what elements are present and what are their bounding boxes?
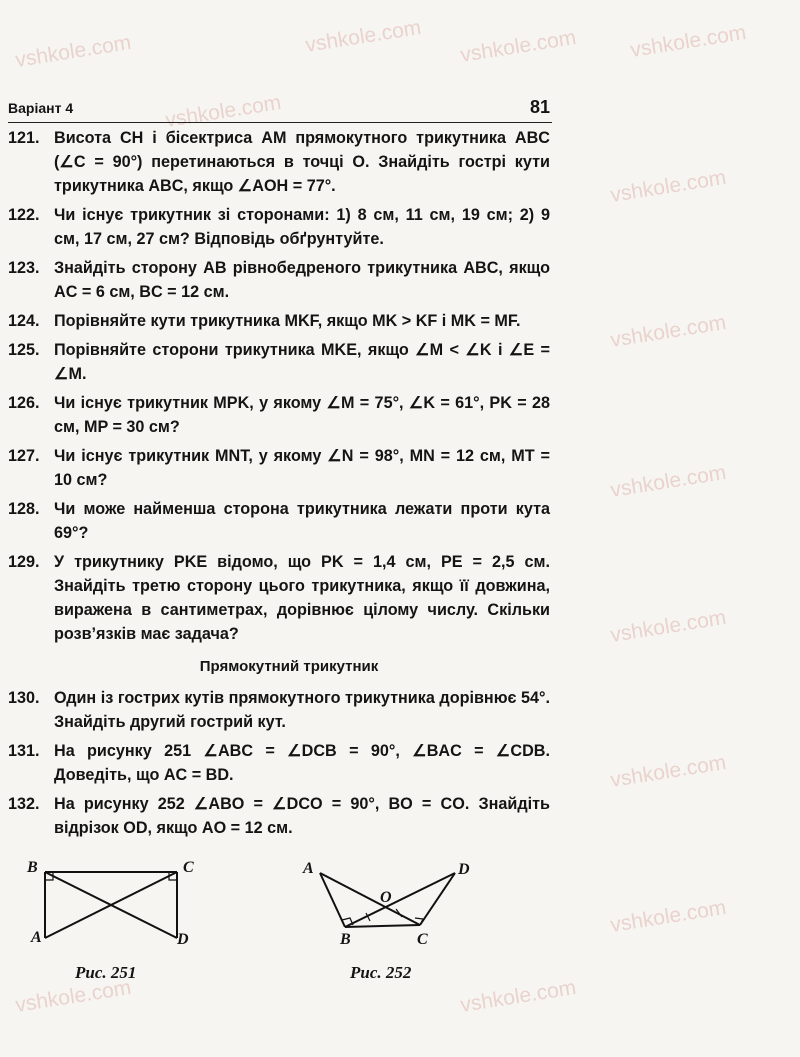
page-number: 81 [529,97,550,117]
problem-number: 128. [8,500,40,518]
problem-text: На рисунку 252 ∠ABO = ∠DCO = 90°, BO = CO. Знайдіть відрізок OD, якщо AO = 12 см. [54,795,550,837]
point-label-d: D [458,861,470,878]
watermark: vshkole.com [608,166,728,207]
problem-text: На рисунку 251 ∠ABC = ∠DCB = 90°, ∠BAC = ∠CDB. Доведіть, що AC = BD. [54,742,550,784]
watermark: vshkole.com [608,606,728,647]
problem-number: 127. [8,447,40,465]
problem-number: 125. [8,341,40,359]
problem-number: 123. [8,259,40,277]
problem-number: 131. [8,742,40,760]
problem-text: Чи існує трикутник MPK, у якому ∠M = 75°, ∠K = 61°, PK = 28 см, MP = 30 см? [54,394,550,436]
figure-252-caption: Рис. 252 [350,963,412,982]
problem-item [8,256,550,304]
watermark: vshkole.com [608,311,728,352]
problem-item [8,792,550,840]
problem-text: Чи існує трикутник зі сторонами: 1) 8 см, 11 см, 19 см; 2) 9 см, 17 см, 27 см? Відповідь обґрунтуйте. [54,206,550,248]
problem-text: Знайдіть сторону AB рівнобедреного трикутника ABC, якщо AC = 6 см, BC = 12 см. [54,259,550,301]
watermark: vshkole.com [458,976,578,1017]
section-title: Прямокутний трикутник [199,658,379,675]
problem-text: Порівняйте сторони трикутника MKE, якщо ∠M < ∠K і ∠E = ∠M. [54,341,550,383]
problem-text: Висота CH і бісектриса AM прямокутного трикутника ABC (∠C = 90°) перетинаються в точці O. Знайдіть гострі кути трикутника ABC, якщо ∠AOH = 77°. [54,129,550,195]
problem-item [8,391,550,439]
watermark: vshkole.com [303,16,423,57]
point-label-b: B [340,931,351,948]
point-label-c: C [417,931,428,948]
watermark: vshkole.com [458,26,578,67]
page-header [8,98,552,123]
problem-item [8,497,550,545]
point-label-c: C [183,859,194,876]
watermark: vshkole.com [608,896,728,937]
variant-label: Варіант 4 [8,100,74,116]
problem-text: Порівняйте кути трикутника MKF, якщо MK > KF і MK = MF. [54,312,521,330]
problem-number: 122. [8,206,40,224]
watermark: vshkole.com [13,976,133,1017]
problem-item [8,126,550,198]
figure-252-drawing [300,855,500,955]
problem-text: У трикутнику PKE відомо, що PK = 1,4 см, PE = 2,5 см. Знайдіть третю сторону цього трикутника, якщо її довжина, виражена в сантиметрах, дорівнює цілому числу. Скільки розв’язків має задача? [54,553,550,643]
point-label-o: O [380,889,392,906]
figure-251-drawing [25,855,225,955]
problem-number: 132. [8,795,40,813]
figure-252 [300,855,500,990]
point-label-a: A [303,860,314,877]
problem-item [8,309,550,333]
problem-text: Чи існує трикутник MNT, у якому ∠N = 98°, MN = 12 см, MT = 10 см? [54,447,550,489]
problem-number: 129. [8,553,40,571]
problem-item [8,338,550,386]
problem-item [8,686,550,734]
problem-item [8,203,550,251]
watermark: vshkole.com [13,31,133,72]
point-label-a: A [31,929,42,946]
problem-number: 121. [8,129,40,147]
problem-number: 126. [8,394,40,412]
watermark: vshkole.com [163,91,283,132]
problem-list [8,126,550,845]
figure-251 [25,855,225,990]
problem-item [8,739,550,787]
problem-item [8,550,550,646]
watermark: vshkole.com [628,21,748,62]
problem-number: 130. [8,689,40,707]
problem-text: Чи може найменша сторона трикутника лежати проти кута 69°? [54,500,550,542]
watermark: vshkole.com [608,461,728,502]
point-label-d: D [177,931,189,948]
problem-item [8,444,550,492]
watermark: vshkole.com [608,751,728,792]
problem-number: 124. [8,312,40,330]
problem-text: Один із гострих кутів прямокутного трикутника дорівнює 54°. Знайдіть другий гострий кут. [54,689,550,731]
point-label-b: B [27,859,38,876]
figure-251-caption: Рис. 251 [75,963,137,982]
